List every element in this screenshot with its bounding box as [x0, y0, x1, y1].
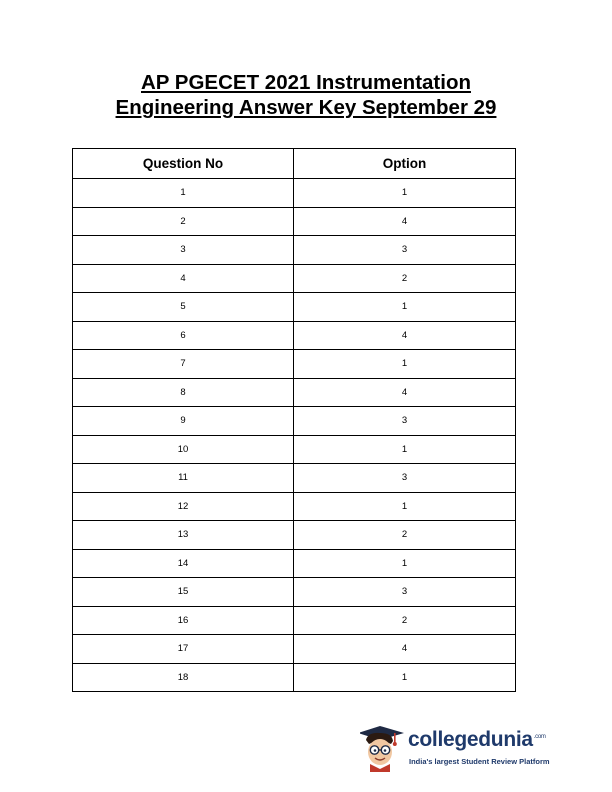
option-cell: 1 [294, 350, 516, 379]
table-row [73, 264, 516, 293]
collegedunia-logo [360, 722, 560, 772]
table-row [73, 350, 516, 379]
table-row [73, 663, 516, 692]
question-number-cell: 10 [73, 435, 294, 464]
option-cell: 1 [294, 492, 516, 521]
question-number-cell: 8 [73, 378, 294, 407]
title-line-2: Engineering Answer Key September 29 [115, 96, 497, 119]
question-number-cell: 18 [73, 663, 294, 692]
table-row [73, 179, 516, 208]
brand-tagline: India's largest Student Review Platform [409, 757, 550, 766]
question-number-cell: 14 [73, 549, 294, 578]
column-header-option: Option [294, 149, 516, 179]
table-row [73, 521, 516, 550]
option-cell: 3 [294, 578, 516, 607]
title-line-1: AP PGECET 2021 Instrumentation [141, 71, 471, 94]
question-number-cell: 16 [73, 606, 294, 635]
option-cell: 1 [294, 663, 516, 692]
column-header-question-no: Question No [73, 149, 294, 179]
table-row [73, 435, 516, 464]
table-row [73, 378, 516, 407]
table-row [73, 207, 516, 236]
question-number-cell: 17 [73, 635, 294, 664]
option-cell: 3 [294, 464, 516, 493]
question-number-cell: 9 [73, 407, 294, 436]
table-body [73, 179, 516, 692]
option-cell: 2 [294, 264, 516, 293]
brand-name [408, 728, 546, 752]
mascot-graduate-icon [360, 722, 406, 772]
table-row [73, 578, 516, 607]
table-row [73, 236, 516, 265]
table-row [73, 549, 516, 578]
answer-key-table [72, 148, 516, 692]
question-number-cell: 3 [73, 236, 294, 265]
table-header-row [73, 149, 516, 179]
option-cell: 1 [294, 549, 516, 578]
table-row [73, 464, 516, 493]
table-row [73, 321, 516, 350]
question-number-cell: 5 [73, 293, 294, 322]
table-row [73, 293, 516, 322]
question-number-cell: 12 [73, 492, 294, 521]
question-number-cell: 15 [73, 578, 294, 607]
brand-text: collegedunia [408, 728, 533, 751]
table-row [73, 492, 516, 521]
brand-suffix: .com [533, 734, 546, 740]
table-row [73, 606, 516, 635]
table-row [73, 635, 516, 664]
question-number-cell: 6 [73, 321, 294, 350]
table-row [73, 407, 516, 436]
question-number-cell: 11 [73, 464, 294, 493]
question-number-cell: 7 [73, 350, 294, 379]
option-cell: 4 [294, 207, 516, 236]
option-cell: 1 [294, 179, 516, 208]
option-cell: 4 [294, 635, 516, 664]
option-cell: 4 [294, 321, 516, 350]
option-cell: 4 [294, 378, 516, 407]
option-cell: 1 [294, 293, 516, 322]
question-number-cell: 1 [73, 179, 294, 208]
question-number-cell: 13 [73, 521, 294, 550]
question-number-cell: 2 [73, 207, 294, 236]
option-cell: 3 [294, 236, 516, 265]
option-cell: 2 [294, 521, 516, 550]
option-cell: 2 [294, 606, 516, 635]
question-number-cell: 4 [73, 264, 294, 293]
option-cell: 1 [294, 435, 516, 464]
option-cell: 3 [294, 407, 516, 436]
page-title [0, 70, 612, 120]
